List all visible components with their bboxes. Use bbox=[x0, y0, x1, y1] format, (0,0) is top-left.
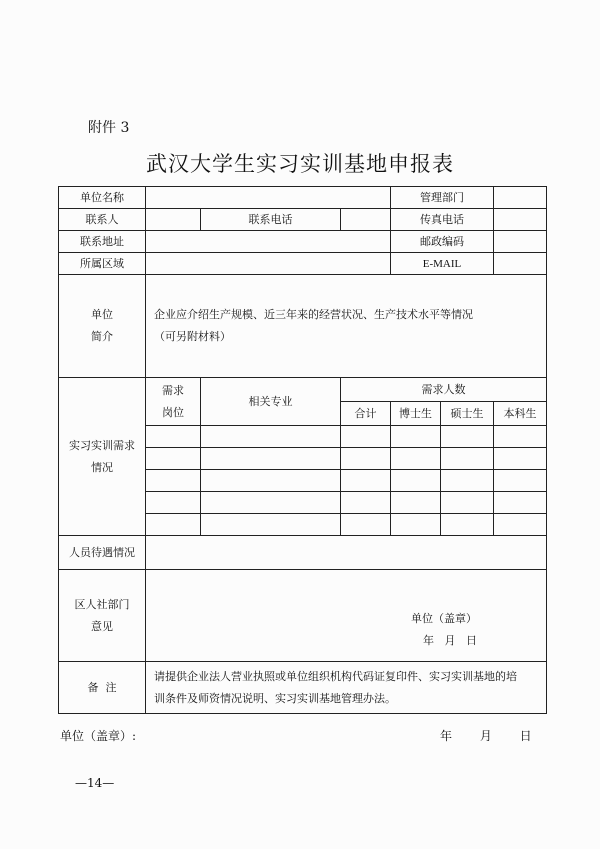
demand-cell[interactable] bbox=[441, 470, 494, 492]
email-label: E-MAIL bbox=[391, 253, 494, 275]
demand-label-line2: 情况 bbox=[91, 460, 113, 474]
row-address bbox=[59, 231, 547, 253]
demand-cell[interactable] bbox=[201, 470, 341, 492]
demand-cell[interactable] bbox=[341, 514, 391, 536]
contact-phone-label: 联系电话 bbox=[201, 209, 341, 231]
district-field[interactable] bbox=[146, 253, 391, 275]
email-field[interactable] bbox=[494, 253, 547, 275]
row-treatment bbox=[59, 536, 547, 570]
col-major-header: 相关专业 bbox=[201, 378, 341, 426]
application-form-table bbox=[58, 186, 547, 714]
col-bachelor-header: 本科生 bbox=[494, 402, 547, 426]
row-district bbox=[59, 253, 547, 275]
demand-cell[interactable] bbox=[441, 514, 494, 536]
demand-cell[interactable] bbox=[494, 514, 547, 536]
attachment-label: 附件 3 bbox=[88, 120, 130, 136]
postcode-label: 邮政编码 bbox=[391, 231, 494, 253]
demand-cell[interactable] bbox=[391, 514, 441, 536]
demand-cell[interactable] bbox=[391, 492, 441, 514]
unit-name-label: 单位名称 bbox=[59, 187, 146, 209]
intro-label bbox=[59, 275, 146, 378]
page-number: —14— bbox=[75, 776, 115, 790]
demand-cell[interactable] bbox=[441, 492, 494, 514]
postcode-field[interactable] bbox=[494, 231, 547, 253]
demand-label-line1: 实习实训需求 bbox=[69, 438, 135, 452]
unit-name-field[interactable] bbox=[146, 187, 391, 209]
footer-unit-seal: 单位（盖章）: bbox=[60, 729, 137, 743]
demand-cell[interactable] bbox=[341, 492, 391, 514]
col-position-line1: 需求 bbox=[162, 383, 184, 397]
opinion-label-line1: 区人社部门 bbox=[74, 597, 130, 611]
treatment-label: 人员待遇情况 bbox=[59, 536, 146, 570]
demand-cell[interactable] bbox=[201, 448, 341, 470]
treatment-field[interactable] bbox=[146, 536, 547, 570]
col-position-line2: 岗位 bbox=[162, 405, 184, 419]
demand-cell[interactable] bbox=[341, 426, 391, 448]
remark-text-line1: 请提供企业法人营业执照或单位组织机构代码证复印件、实习实训基地的培 bbox=[154, 669, 517, 683]
row-demand-header-1 bbox=[59, 378, 547, 402]
address-field[interactable] bbox=[146, 231, 391, 253]
col-total-header: 合计 bbox=[341, 402, 391, 426]
row-remark bbox=[59, 662, 547, 714]
fax-label: 传真电话 bbox=[391, 209, 494, 231]
demand-cell[interactable] bbox=[391, 470, 441, 492]
demand-cell[interactable] bbox=[201, 514, 341, 536]
demand-cell[interactable] bbox=[146, 492, 201, 514]
demand-cell[interactable] bbox=[146, 470, 201, 492]
mgmt-dept-label: 管理部门 bbox=[391, 187, 494, 209]
opinion-date: 年 月 日 bbox=[423, 634, 477, 647]
remark-label: 备 注 bbox=[59, 662, 146, 714]
opinion-seal: 单位（盖章） bbox=[411, 612, 477, 625]
demand-cell[interactable] bbox=[441, 448, 494, 470]
demand-cell[interactable] bbox=[391, 426, 441, 448]
contact-phone-field[interactable] bbox=[341, 209, 391, 231]
intro-field[interactable] bbox=[146, 275, 547, 378]
fax-field[interactable] bbox=[494, 209, 547, 231]
col-phd-header: 博士生 bbox=[391, 402, 441, 426]
demand-label bbox=[59, 378, 146, 536]
opinion-field[interactable] bbox=[146, 570, 547, 662]
intro-label-line2: 简介 bbox=[91, 330, 113, 343]
address-label: 联系地址 bbox=[59, 231, 146, 253]
demand-cell[interactable] bbox=[494, 492, 547, 514]
demand-cell[interactable] bbox=[146, 426, 201, 448]
remark-text bbox=[146, 662, 547, 714]
opinion-label-line2: 意见 bbox=[91, 619, 113, 633]
col-position-header bbox=[146, 378, 201, 426]
demand-cell[interactable] bbox=[201, 426, 341, 448]
opinion-label bbox=[59, 570, 146, 662]
remark-text-line2: 训条件及师资情况说明、实习实训基地管理办法。 bbox=[154, 691, 396, 705]
demand-cell[interactable] bbox=[146, 514, 201, 536]
demand-cell[interactable] bbox=[146, 448, 201, 470]
intro-text-line1: 企业应介绍生产规模、近三年来的经营状况、生产技术水平等情况 bbox=[154, 308, 473, 321]
demand-cell[interactable] bbox=[441, 426, 494, 448]
row-contact bbox=[59, 209, 547, 231]
demand-cell[interactable] bbox=[341, 448, 391, 470]
col-count-group-header: 需求人数 bbox=[341, 378, 547, 402]
demand-cell[interactable] bbox=[391, 448, 441, 470]
row-unit-name bbox=[59, 187, 547, 209]
contact-person-field[interactable] bbox=[146, 209, 201, 231]
intro-label-line1: 单位 bbox=[91, 308, 113, 321]
demand-cell[interactable] bbox=[494, 448, 547, 470]
row-opinion bbox=[59, 570, 547, 662]
demand-cell[interactable] bbox=[494, 470, 547, 492]
row-intro bbox=[59, 275, 547, 378]
demand-cell[interactable] bbox=[494, 426, 547, 448]
mgmt-dept-field[interactable] bbox=[494, 187, 547, 209]
form-title: 武汉大学生实习实训基地申报表 bbox=[146, 152, 454, 176]
demand-cell[interactable] bbox=[201, 492, 341, 514]
intro-text-line2: （可另附材料） bbox=[154, 330, 231, 343]
footer-date: 年 月 日 bbox=[440, 729, 532, 743]
demand-cell[interactable] bbox=[341, 470, 391, 492]
contact-person-label: 联系人 bbox=[59, 209, 146, 231]
col-master-header: 硕士生 bbox=[441, 402, 494, 426]
district-label: 所属区域 bbox=[59, 253, 146, 275]
